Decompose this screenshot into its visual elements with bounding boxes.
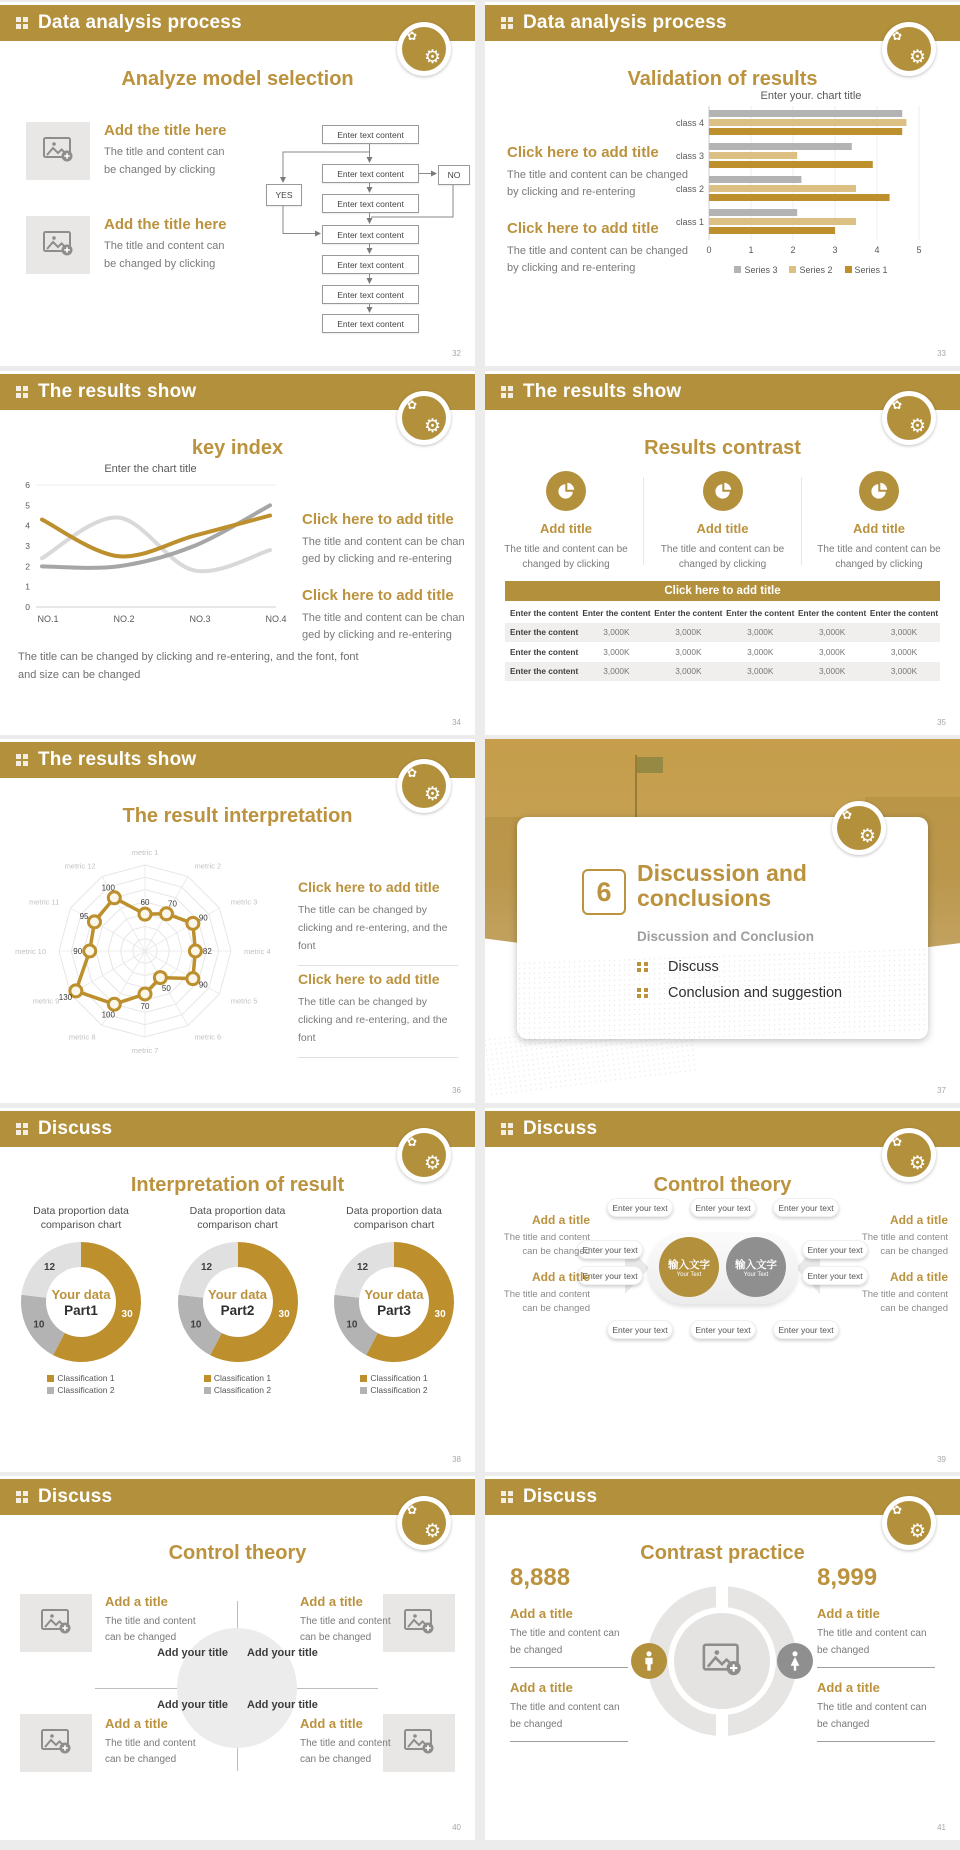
slide-header-title: Discuss bbox=[38, 1486, 113, 1507]
chart-caption: The title can be changed by clicking and re-entering, and the font, font and size can be changed bbox=[18, 651, 359, 681]
gear-icon: ⚙ ✿ bbox=[402, 27, 446, 71]
svg-text:NO.3: NO.3 bbox=[189, 614, 211, 624]
slide-title: The result interpretation bbox=[122, 805, 353, 827]
add-image-icon bbox=[39, 1726, 73, 1761]
feature-column bbox=[804, 471, 954, 572]
column-body: The title and content can be changed by clicking bbox=[817, 544, 941, 570]
svg-text:class 3: class 3 bbox=[675, 151, 704, 161]
gear-badge bbox=[832, 801, 886, 855]
page-number: 38 bbox=[452, 1455, 461, 1464]
text-pill: Enter your text bbox=[690, 1198, 756, 1217]
flow-box: Enter text content bbox=[322, 285, 419, 304]
ring-gap bbox=[716, 1581, 728, 1613]
svg-text:90: 90 bbox=[198, 980, 208, 990]
svg-text:3: 3 bbox=[25, 541, 30, 551]
text-block: Add a title The title and content can be changed bbox=[503, 1270, 590, 1315]
svg-text:0: 0 bbox=[706, 245, 712, 255]
text-pill: Enter your text bbox=[773, 1198, 839, 1217]
image-placeholder bbox=[26, 122, 90, 180]
text-pill: Enter your text bbox=[577, 1266, 643, 1285]
center-circle-gold: 输入文字 Your Text bbox=[659, 1237, 719, 1297]
block-body: The title can be changed by clicking and re-entering, and the font bbox=[298, 996, 448, 1044]
page-number: 34 bbox=[452, 718, 461, 727]
text-block: Add a title The title and content can be changed bbox=[510, 1606, 632, 1668]
text-block: Add a title The title and content can be changed bbox=[105, 1594, 196, 1643]
text-block bbox=[298, 971, 463, 1058]
svg-text:NO.1: NO.1 bbox=[37, 614, 59, 624]
svg-text:4: 4 bbox=[874, 245, 880, 255]
donut-charts bbox=[6, 1204, 469, 1399]
gear-icon: ⚙ ✿ bbox=[887, 1501, 931, 1545]
svg-text:5: 5 bbox=[916, 245, 922, 255]
donut-center: Your data Part2 bbox=[208, 1286, 267, 1318]
slide-title: Results contrast bbox=[644, 437, 801, 459]
page-number: 32 bbox=[452, 349, 461, 358]
slide-title: key index bbox=[191, 437, 284, 459]
flow-box: Enter text content bbox=[322, 314, 419, 333]
flow-box: Enter text content bbox=[322, 255, 419, 274]
svg-text:class 1: class 1 bbox=[675, 217, 704, 227]
center-circle-gray: 输入文字 Your Text bbox=[726, 1237, 786, 1297]
quadrant-label: Add your title bbox=[247, 1647, 318, 1659]
quadrant-label: Add your title bbox=[157, 1699, 228, 1711]
svg-text:4: 4 bbox=[25, 520, 30, 531]
gear-icon: ⚙ ✿ bbox=[887, 396, 931, 440]
slide-41-contrast-practice[interactable] bbox=[485, 1476, 960, 1840]
divider bbox=[510, 1741, 628, 1742]
block-title: Click here to add title bbox=[302, 511, 454, 528]
flag bbox=[637, 757, 663, 773]
list-item bbox=[26, 122, 256, 180]
svg-text:metric 12: metric 12 bbox=[64, 861, 96, 871]
gear-icon: ⚙ ✿ bbox=[837, 806, 881, 850]
svg-text:30: 30 bbox=[278, 1308, 290, 1320]
gear-badge bbox=[397, 759, 451, 813]
column-title: Add title bbox=[696, 521, 749, 536]
table-header-row: Enter the content Enter the content Enter the content Enter the content Enter the content Enter the content bbox=[510, 607, 939, 618]
slide-header-title: The results show bbox=[523, 381, 682, 402]
text-block bbox=[302, 511, 467, 568]
gear-badge bbox=[397, 1128, 451, 1182]
svg-text:2: 2 bbox=[790, 245, 796, 255]
svg-text:90: 90 bbox=[198, 913, 208, 923]
text-pill: Enter your text bbox=[607, 1198, 673, 1217]
pie-icon bbox=[859, 471, 899, 511]
chart-label: Data proportion data comparison chart bbox=[189, 1205, 286, 1232]
svg-text:metric 4: metric 4 bbox=[244, 947, 271, 956]
block-body: The title and content can be changed by clicking and re-entering bbox=[302, 536, 465, 566]
svg-text:30: 30 bbox=[121, 1308, 133, 1320]
table-row: Enter the content 3,000K 3,000K 3,000K 3,000K 3,000K bbox=[505, 623, 940, 643]
slide-title: Validation of results bbox=[627, 68, 818, 90]
section-number: 6 bbox=[582, 869, 626, 915]
divider bbox=[643, 477, 644, 565]
text-pill: Enter your text bbox=[802, 1240, 868, 1259]
gear-icon: ⚙ ✿ bbox=[402, 396, 446, 440]
bullet-label: Conclusion and suggestion bbox=[668, 985, 843, 1001]
bullet-label: Discuss bbox=[668, 959, 719, 975]
header-dots-icon bbox=[16, 1123, 28, 1135]
block-title: Click here to add title bbox=[507, 144, 659, 161]
page-number: 41 bbox=[937, 1823, 946, 1832]
gear-badge bbox=[397, 22, 451, 76]
svg-text:10: 10 bbox=[33, 1319, 45, 1331]
flow-yes-box: YES bbox=[266, 184, 302, 206]
header-dots-icon bbox=[501, 386, 513, 398]
bar-chart-plot bbox=[667, 102, 952, 260]
slide-title: Control theory bbox=[653, 1174, 792, 1196]
donut-column bbox=[163, 1204, 313, 1399]
gear-badge bbox=[882, 391, 936, 445]
female-icon bbox=[777, 1643, 813, 1679]
divider bbox=[298, 1057, 458, 1058]
slide-header-title: Data analysis process bbox=[523, 12, 727, 33]
svg-text:60: 60 bbox=[140, 898, 150, 908]
ring-gap bbox=[716, 1707, 728, 1739]
slide-39-control-theory-diagram[interactable] bbox=[485, 1108, 960, 1472]
svg-text:12: 12 bbox=[356, 1261, 369, 1273]
flow-no-box: NO bbox=[438, 165, 470, 185]
text-block: Add a title The title and content can be changed bbox=[300, 1594, 391, 1643]
slide-36-result-interpretation[interactable] bbox=[0, 739, 475, 1103]
page-number: 40 bbox=[452, 1823, 461, 1832]
feature-columns bbox=[491, 471, 954, 572]
bar-chart bbox=[667, 90, 955, 275]
chart-title: Enter your. chart title bbox=[760, 90, 862, 102]
bullet-dots-icon bbox=[637, 962, 649, 972]
flow-box: Enter text content bbox=[322, 194, 419, 213]
svg-text:30: 30 bbox=[434, 1308, 446, 1320]
svg-text:metric 3: metric 3 bbox=[230, 897, 258, 907]
slide-header-title: The results show bbox=[38, 749, 197, 770]
feature-column bbox=[648, 471, 798, 572]
svg-text:NO.4: NO.4 bbox=[265, 614, 287, 624]
divider bbox=[817, 1667, 935, 1668]
gear-badge bbox=[397, 391, 451, 445]
image-placeholder bbox=[20, 1714, 92, 1772]
data-table bbox=[505, 603, 940, 681]
section-subtitle: Discussion and Conclusion bbox=[637, 929, 815, 944]
page-number: 35 bbox=[937, 718, 946, 727]
text-pill: Enter your text bbox=[802, 1266, 868, 1285]
gear-icon: ⚙ ✿ bbox=[402, 764, 446, 808]
text-block: Add a title The title and content can be changed bbox=[817, 1606, 939, 1668]
line-chart-plot bbox=[8, 475, 288, 635]
slide-40-control-theory-images[interactable] bbox=[0, 1476, 475, 1840]
table-banner: Click here to add title bbox=[505, 581, 940, 601]
header-dots-icon bbox=[16, 386, 28, 398]
svg-text:82: 82 bbox=[202, 947, 212, 956]
pie-icon bbox=[703, 471, 743, 511]
svg-text:metric 10: metric 10 bbox=[15, 947, 46, 956]
divider bbox=[817, 1741, 935, 1742]
text-block: Add a title The title and content can be changed bbox=[510, 1680, 632, 1742]
chart-legend: Classification 1 Classification 2 bbox=[360, 1372, 427, 1397]
svg-text:0: 0 bbox=[25, 602, 30, 612]
block-body: The title and content can be changed by clicking and re-entering bbox=[507, 245, 689, 275]
image-placeholder bbox=[20, 1594, 92, 1652]
column-title: Add title bbox=[853, 521, 905, 536]
svg-text:3: 3 bbox=[832, 245, 838, 255]
text-pill: Enter your text bbox=[773, 1320, 839, 1339]
item-title: Add the title here bbox=[104, 216, 227, 233]
add-image-icon bbox=[402, 1606, 436, 1641]
text-pill: Enter your text bbox=[577, 1240, 643, 1259]
radar-chart bbox=[0, 833, 290, 1073]
image-placeholder bbox=[26, 216, 90, 274]
svg-text:100: 100 bbox=[101, 883, 115, 893]
slide-38-interpretation-of-result[interactable] bbox=[0, 1108, 475, 1472]
quadrant-label: Add your title bbox=[157, 1647, 228, 1659]
slide-header-title: Discuss bbox=[523, 1118, 598, 1139]
donut-column bbox=[319, 1204, 469, 1399]
gear-badge bbox=[882, 1496, 936, 1550]
text-block: Add a title The title and content can be changed bbox=[503, 1213, 590, 1258]
gear-badge bbox=[397, 1496, 451, 1550]
svg-text:metric 5: metric 5 bbox=[230, 996, 258, 1006]
text-block: Add a title The title and content can be changed bbox=[300, 1716, 391, 1765]
svg-text:metric 11: metric 11 bbox=[28, 897, 60, 907]
block-title: Click here to add title bbox=[298, 879, 440, 895]
svg-text:5: 5 bbox=[25, 500, 30, 511]
svg-text:6: 6 bbox=[25, 480, 30, 490]
slide-header-title: Discuss bbox=[523, 1486, 598, 1507]
table-row: Enter the content 3,000K 3,000K 3,000K 3,000K 3,000K bbox=[510, 646, 918, 657]
svg-text:90: 90 bbox=[73, 947, 83, 956]
flowchart bbox=[252, 118, 470, 346]
divider bbox=[801, 477, 802, 565]
chart-label: Data proportion data comparison chart bbox=[33, 1205, 129, 1232]
section-bullet bbox=[637, 985, 842, 1001]
svg-text:50: 50 bbox=[161, 983, 171, 993]
quadrant-label: Add your title bbox=[247, 1699, 318, 1711]
line-chart bbox=[8, 463, 293, 640]
chart-legend: Classification 1 Classification 2 bbox=[204, 1372, 271, 1397]
svg-text:10: 10 bbox=[346, 1319, 358, 1331]
slide-header-title: Data analysis process bbox=[38, 12, 242, 33]
svg-text:metric 8: metric 8 bbox=[68, 1032, 96, 1042]
text-block: Add a title The title and content can be changed bbox=[861, 1213, 948, 1258]
svg-text:class 4: class 4 bbox=[675, 118, 704, 128]
text-block: Add a title The title and content can be changed bbox=[817, 1680, 939, 1742]
page-number: 33 bbox=[937, 349, 946, 358]
feature-column bbox=[491, 471, 641, 572]
text-block: Add a title The title and content can be changed bbox=[105, 1716, 196, 1765]
slide-title: Analyze model selection bbox=[121, 68, 354, 90]
column-body: The title and content can be changed by clicking bbox=[660, 544, 785, 570]
text-pill: Enter your text bbox=[607, 1320, 673, 1339]
item-title: Add the title here bbox=[104, 122, 227, 139]
header-dots-icon bbox=[501, 17, 513, 29]
column-title: Add title bbox=[540, 521, 592, 536]
donut-center: Your data Part1 bbox=[51, 1286, 111, 1318]
flow-box: Enter text content bbox=[322, 125, 419, 144]
item-body: The title and content can be changed by clicking bbox=[104, 146, 225, 176]
table-row: Enter the content 3,000K 3,000K 3,000K 3,000K 3,000K bbox=[505, 662, 940, 682]
svg-text:95: 95 bbox=[79, 911, 89, 921]
add-image-icon bbox=[402, 1726, 436, 1761]
svg-text:metric 7: metric 7 bbox=[131, 1046, 159, 1055]
section-title: Discussion and conclusions bbox=[637, 860, 807, 911]
block-body: The title can be changed by clicking and re-entering, and the font bbox=[298, 904, 448, 952]
gear-icon: ⚙ ✿ bbox=[402, 1501, 446, 1545]
stat-value: 8,999 bbox=[817, 1564, 878, 1591]
item-body: The title and content can be changed by clicking bbox=[104, 240, 225, 270]
gear-badge bbox=[882, 1128, 936, 1182]
flow-box: Enter text content bbox=[322, 164, 419, 183]
slide-34-key-index[interactable] bbox=[0, 371, 475, 735]
donut-center: Your data Part3 bbox=[364, 1286, 424, 1318]
pie-icon bbox=[546, 471, 586, 511]
header-dots-icon bbox=[16, 17, 28, 29]
svg-text:100: 100 bbox=[101, 1010, 115, 1020]
donut-column bbox=[6, 1204, 156, 1399]
block-title: Click here to add title bbox=[298, 971, 440, 987]
svg-text:70: 70 bbox=[168, 899, 177, 909]
section-bullet bbox=[637, 959, 719, 975]
svg-text:metric 6: metric 6 bbox=[194, 1032, 222, 1042]
male-icon bbox=[631, 1643, 667, 1679]
svg-text:2: 2 bbox=[25, 561, 30, 572]
block-body: The title and content can be changed by clicking and re-entering bbox=[302, 612, 465, 642]
slide-33-validation-of-results[interactable] bbox=[485, 2, 960, 366]
svg-text:NO.2: NO.2 bbox=[113, 614, 135, 624]
svg-text:1: 1 bbox=[25, 581, 30, 592]
header-dots-icon bbox=[501, 1491, 513, 1503]
page-number: 39 bbox=[937, 1455, 946, 1464]
divider bbox=[298, 965, 458, 966]
block-title: Click here to add title bbox=[507, 220, 659, 237]
chart-title: Enter the chart title bbox=[104, 463, 197, 475]
slide-header-title: The results show bbox=[38, 381, 197, 402]
svg-text:12: 12 bbox=[200, 1261, 212, 1273]
bullet-dots-icon bbox=[637, 988, 649, 998]
slide-title: Interpretation of result bbox=[130, 1174, 345, 1196]
gear-icon: ⚙ ✿ bbox=[887, 27, 931, 71]
slide-title: Control theory bbox=[168, 1542, 307, 1564]
flow-box: Enter text content bbox=[322, 225, 419, 244]
header-dots-icon bbox=[501, 1123, 513, 1135]
svg-text:12: 12 bbox=[43, 1261, 56, 1273]
add-image-icon bbox=[700, 1639, 744, 1684]
svg-text:1: 1 bbox=[748, 245, 754, 255]
chart-label: Data proportion data comparison chart bbox=[346, 1205, 442, 1232]
block-body: The title and content can be changed by clicking and re-entering bbox=[507, 169, 689, 199]
page-number: 36 bbox=[452, 1086, 461, 1095]
text-pill: Enter your text bbox=[690, 1320, 756, 1339]
list-item bbox=[26, 216, 256, 274]
svg-text:130: 130 bbox=[58, 992, 73, 1002]
svg-text:metric 1: metric 1 bbox=[131, 848, 159, 857]
svg-text:70: 70 bbox=[140, 1002, 150, 1011]
divider bbox=[510, 1667, 628, 1668]
header-dots-icon bbox=[16, 754, 28, 766]
image-placeholder bbox=[674, 1613, 770, 1709]
stat-value: 8,888 bbox=[510, 1564, 571, 1591]
add-image-icon bbox=[41, 228, 75, 263]
add-image-icon bbox=[39, 1606, 73, 1641]
chart-legend: Series 3 Series 2 Series 1 bbox=[667, 265, 955, 275]
page-number: 37 bbox=[937, 1086, 946, 1095]
header-dots-icon bbox=[16, 1491, 28, 1503]
gear-badge bbox=[882, 22, 936, 76]
gear-icon: ⚙ ✿ bbox=[887, 1133, 931, 1177]
slide-title: Contrast practice bbox=[640, 1542, 805, 1564]
slide-32-analyze-model-selection[interactable] bbox=[0, 2, 475, 366]
slide-header-title: Discuss bbox=[38, 1118, 113, 1139]
svg-text:metric 2: metric 2 bbox=[194, 861, 222, 871]
svg-text:metric 9: metric 9 bbox=[32, 996, 60, 1006]
add-image-icon bbox=[41, 134, 75, 169]
chart-legend: Classification 1 Classification 2 bbox=[47, 1372, 114, 1397]
text-block bbox=[302, 587, 467, 644]
slide-37-discussion-conclusions[interactable] bbox=[485, 739, 960, 1103]
column-body: The title and content can be changed by clicking bbox=[504, 544, 628, 570]
text-block: Add a title The title and content can be changed bbox=[861, 1270, 948, 1315]
svg-text:class 2: class 2 bbox=[675, 184, 704, 194]
block-title: Click here to add title bbox=[302, 587, 454, 604]
gear-icon: ⚙ ✿ bbox=[402, 1133, 446, 1177]
text-block bbox=[298, 879, 463, 966]
slide-35-results-contrast[interactable] bbox=[485, 371, 960, 735]
svg-text:10: 10 bbox=[189, 1319, 202, 1331]
